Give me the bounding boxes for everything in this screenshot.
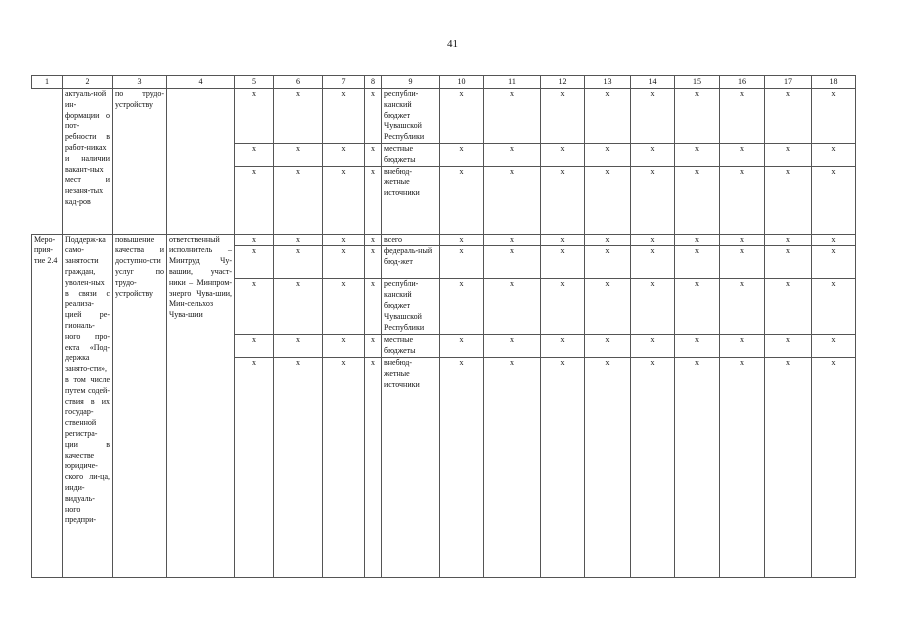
x-mark: х [765, 335, 812, 358]
page-number: 41 [447, 38, 458, 50]
x-mark: х [631, 246, 675, 279]
column-number: 1 [32, 76, 63, 89]
x-mark: х [675, 357, 720, 577]
x-mark: х [440, 357, 484, 577]
x-mark: х [675, 279, 720, 335]
x-mark: х [585, 246, 631, 279]
x-mark: х [631, 234, 675, 246]
x-mark: х [631, 143, 675, 166]
x-mark: х [323, 89, 365, 144]
x-mark: х [541, 279, 585, 335]
column-number: 8 [365, 76, 382, 89]
x-mark: х [440, 246, 484, 279]
funding-source-cell: местные бюджеты [382, 335, 440, 358]
column-number: 14 [631, 76, 675, 89]
x-mark: х [765, 166, 812, 234]
column-number: 11 [484, 76, 541, 89]
x-mark: х [812, 234, 856, 246]
x-mark: х [274, 279, 323, 335]
x-mark: х [765, 279, 812, 335]
x-mark: х [720, 89, 765, 144]
x-mark: х [541, 357, 585, 577]
x-mark: х [235, 246, 274, 279]
x-mark: х [274, 89, 323, 144]
x-mark: х [765, 357, 812, 577]
x-mark: х [765, 234, 812, 246]
event-code-cell: Меро-прия-тие 2.4 [32, 234, 63, 577]
column-number: 4 [167, 76, 235, 89]
funding-source-cell: местные бюджеты [382, 143, 440, 166]
x-mark: х [484, 357, 541, 577]
x-mark: х [631, 89, 675, 144]
x-mark: х [812, 357, 856, 577]
column-number: 13 [585, 76, 631, 89]
x-mark: х [365, 234, 382, 246]
x-mark: х [323, 279, 365, 335]
x-mark: х [274, 166, 323, 234]
x-mark: х [812, 143, 856, 166]
x-mark: х [765, 246, 812, 279]
funding-source-cell: внебюд-жетные источники [382, 357, 440, 577]
x-mark: х [541, 234, 585, 246]
x-mark: х [675, 166, 720, 234]
x-mark: х [440, 89, 484, 144]
column-number: 2 [63, 76, 113, 89]
x-mark: х [440, 166, 484, 234]
column-number: 7 [323, 76, 365, 89]
event-code-cell [32, 89, 63, 235]
x-mark: х [675, 246, 720, 279]
x-mark: х [235, 89, 274, 144]
x-mark: х [440, 279, 484, 335]
x-mark: х [812, 335, 856, 358]
expected-result-cell: по трудо-устройству [113, 89, 167, 235]
column-number: 17 [765, 76, 812, 89]
column-number-row [32, 76, 856, 89]
table-row [32, 234, 856, 246]
x-mark: х [323, 335, 365, 358]
x-mark: х [812, 279, 856, 335]
x-mark: х [720, 335, 765, 358]
x-mark: х [631, 279, 675, 335]
x-mark: х [440, 335, 484, 358]
x-mark: х [235, 234, 274, 246]
column-number: 16 [720, 76, 765, 89]
budget-table [31, 75, 856, 578]
x-mark: х [365, 246, 382, 279]
x-mark: х [274, 234, 323, 246]
executor-cell [167, 89, 235, 235]
x-mark: х [323, 166, 365, 234]
x-mark: х [765, 89, 812, 144]
x-mark: х [585, 234, 631, 246]
x-mark: х [365, 279, 382, 335]
x-mark: х [541, 89, 585, 144]
table-row [32, 89, 856, 144]
x-mark: х [631, 166, 675, 234]
column-number: 6 [274, 76, 323, 89]
column-number: 12 [541, 76, 585, 89]
x-mark: х [585, 357, 631, 577]
x-mark: х [274, 335, 323, 358]
x-mark: х [484, 279, 541, 335]
x-mark: х [720, 246, 765, 279]
x-mark: х [235, 143, 274, 166]
column-number: 5 [235, 76, 274, 89]
x-mark: х [365, 166, 382, 234]
funding-source-cell: федераль-ный бюд-жет [382, 246, 440, 279]
x-mark: х [720, 166, 765, 234]
x-mark: х [323, 246, 365, 279]
executor-cell: ответственный исполнитель – Минтруд Чу-вашии, участ-ники – Минпром-энерго Чува-шии, Мин-сельхоз Чува-шии [167, 234, 235, 577]
column-number: 18 [812, 76, 856, 89]
x-mark: х [720, 357, 765, 577]
x-mark: х [812, 89, 856, 144]
x-mark: х [274, 143, 323, 166]
funding-source-cell: внебюд-жетные источники [382, 166, 440, 234]
funding-source-cell: республи-канский бюджет Чувашской Республики [382, 89, 440, 144]
x-mark: х [675, 143, 720, 166]
x-mark: х [631, 357, 675, 577]
column-number: 9 [382, 76, 440, 89]
x-mark: х [365, 143, 382, 166]
x-mark: х [541, 166, 585, 234]
x-mark: х [541, 246, 585, 279]
x-mark: х [720, 279, 765, 335]
x-mark: х [585, 279, 631, 335]
x-mark: х [323, 143, 365, 166]
x-mark: х [484, 89, 541, 144]
x-mark: х [585, 335, 631, 358]
x-mark: х [235, 166, 274, 234]
x-mark: х [541, 143, 585, 166]
x-mark: х [274, 357, 323, 577]
expected-result-cell: повышение качества и доступно-сти услуг по трудо-устройству [113, 234, 167, 577]
x-mark: х [365, 89, 382, 144]
x-mark: х [235, 357, 274, 577]
event-name-cell: Поддерж-ка само-занятости граждан, уволен-ных в связи с реализа-цией ре-гиональ-ного про-екта «Под-держка занято-сти», в том числе путем содей-ствия в их государ-ственной регистра-ции в качестве юридиче-ского ли-ца, инди-видуаль-ного предпри- [63, 234, 113, 577]
x-mark: х [585, 89, 631, 144]
x-mark: х [675, 89, 720, 144]
column-number: 15 [675, 76, 720, 89]
x-mark: х [440, 143, 484, 166]
x-mark: х [765, 143, 812, 166]
x-mark: х [631, 335, 675, 358]
x-mark: х [484, 246, 541, 279]
x-mark: х [365, 335, 382, 358]
x-mark: х [585, 166, 631, 234]
x-mark: х [812, 246, 856, 279]
x-mark: х [585, 143, 631, 166]
x-mark: х [720, 143, 765, 166]
x-mark: х [484, 166, 541, 234]
x-mark: х [484, 143, 541, 166]
x-mark: х [484, 335, 541, 358]
x-mark: х [274, 246, 323, 279]
funding-source-cell: республи-канский бюджет Чувашской Республики [382, 279, 440, 335]
x-mark: х [720, 234, 765, 246]
x-mark: х [323, 234, 365, 246]
column-number: 3 [113, 76, 167, 89]
x-mark: х [675, 335, 720, 358]
x-mark: х [675, 234, 720, 246]
x-mark: х [440, 234, 484, 246]
x-mark: х [235, 335, 274, 358]
x-mark: х [365, 357, 382, 577]
funding-source-cell: всего [382, 234, 440, 246]
x-mark: х [235, 279, 274, 335]
event-name-cell: актуаль-ной ин-формации о пот-ребности в работ-никах и наличии вакант-ных мест и незаня-тых кад-ров [63, 89, 113, 235]
x-mark: х [323, 357, 365, 577]
x-mark: х [812, 166, 856, 234]
x-mark: х [541, 335, 585, 358]
column-number: 10 [440, 76, 484, 89]
x-mark: х [484, 234, 541, 246]
